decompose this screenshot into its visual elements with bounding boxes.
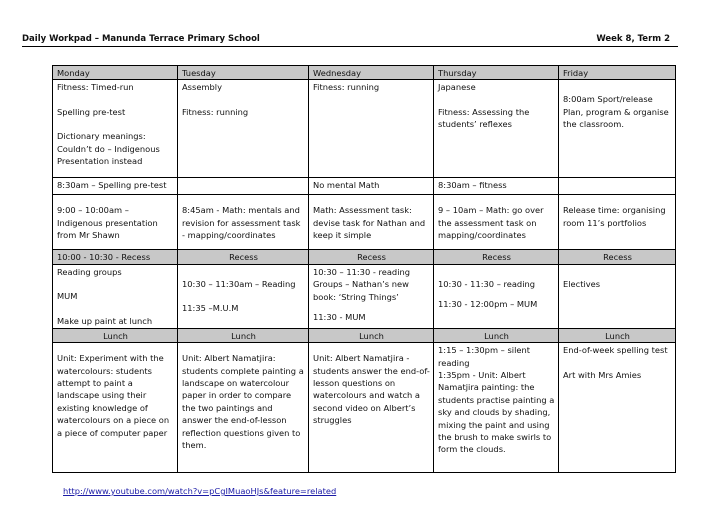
recess-cell-friday: Recess bbox=[559, 250, 676, 264]
lunch-cell-monday: Lunch bbox=[53, 328, 178, 342]
recess-cell-wednesday: Recess bbox=[309, 250, 434, 264]
morning-cell-thursday bbox=[434, 80, 559, 178]
morning-cell-monday bbox=[53, 80, 178, 178]
early-cell-monday: 8:30am – Spelling pre-test bbox=[53, 178, 178, 195]
entry: Unit: Albert Namatjira: students complete painting a landscape on watercolour paper in order to compare the two paintings and answer the end-of-lesson reflection questions given to them. bbox=[182, 353, 304, 451]
entry: Unit: Experiment with the watercolours: students attempt to paint a landscape using their existing knowledge of watercolours on a piece on a piece of computer paper bbox=[57, 353, 170, 438]
afternoon-cell-tuesday bbox=[178, 343, 309, 473]
math-cell-wednesday bbox=[309, 195, 434, 250]
entry: 10:30 – 11:30 - reading Groups – Nathan’s new book: ‘String Things’ bbox=[313, 266, 411, 302]
entry: 11:30 - MUM bbox=[313, 312, 366, 323]
week-term-label: Week 8, Term 2 bbox=[596, 34, 670, 44]
entry: 11:30 - 12:00pm – MUM bbox=[438, 299, 538, 310]
entry: 11:35 –M.U.M bbox=[182, 303, 239, 314]
early-cell-wednesday: No mental Math bbox=[309, 178, 434, 195]
early-cell-friday bbox=[559, 178, 676, 195]
lunch-row bbox=[53, 328, 676, 342]
entry: 8:45am - Math: mentals and revision for assessment task - mapping/coordinates bbox=[182, 205, 301, 241]
entry: Unit: Albert Namatjira - students answer the end-of-lesson questions on watercolours and watch a second video on Albert’s struggles bbox=[313, 353, 430, 426]
math-cell-thursday bbox=[434, 195, 559, 250]
entry: 9 – 10am – Math: go over the assessment task on mapping/coordinates bbox=[438, 205, 544, 241]
entry: Art with Mrs Amies bbox=[563, 369, 642, 380]
midday-row bbox=[53, 264, 676, 328]
recess-cell-thursday: Recess bbox=[434, 250, 559, 264]
lunch-cell-tuesday: Lunch bbox=[178, 328, 309, 342]
entry: Math: Assessment task: devise task for Nathan and keep it simple bbox=[313, 205, 426, 241]
weekly-plan-table bbox=[52, 65, 676, 473]
entry: 8:00am Sport/release Plan, program & organise the classroom. bbox=[563, 94, 669, 130]
afternoon-row bbox=[53, 343, 676, 473]
entry: Release time: organising room 11’s portfolios bbox=[563, 205, 666, 228]
entry: 1:35pm - Unit: Albert Namatjira painting: the students practise painting a sky and clouds by shading, mixing the paint and using the brush to make swirls to form the clouds. bbox=[438, 370, 555, 455]
midday-cell-wednesday bbox=[309, 264, 434, 328]
entry: MUM bbox=[57, 291, 78, 302]
day-header-wednesday: Wednesday bbox=[309, 66, 434, 80]
morning-row bbox=[53, 80, 676, 178]
afternoon-cell-thursday bbox=[434, 343, 559, 473]
morning-cell-friday bbox=[559, 80, 676, 178]
entry: 10:30 – 11:30am – Reading bbox=[182, 278, 296, 289]
recess-row bbox=[53, 250, 676, 264]
early-cell-thursday: 8:30am – fitness bbox=[434, 178, 559, 195]
math-cell-monday bbox=[53, 195, 178, 250]
lunch-cell-wednesday: Lunch bbox=[309, 328, 434, 342]
math-cell-tuesday bbox=[178, 195, 309, 250]
lunch-cell-thursday: Lunch bbox=[434, 328, 559, 342]
document-header bbox=[22, 34, 678, 47]
recess-cell-tuesday: Recess bbox=[178, 250, 309, 264]
entry: Reading groups bbox=[57, 266, 122, 277]
math-row bbox=[53, 195, 676, 250]
morning-cell-tuesday bbox=[178, 80, 309, 178]
early-cell-tuesday bbox=[178, 178, 309, 195]
day-header-tuesday: Tuesday bbox=[178, 66, 309, 80]
midday-cell-tuesday bbox=[178, 264, 309, 328]
day-header-thursday: Thursday bbox=[434, 66, 559, 80]
entry: Fitness: Assessing the students’ reflexes bbox=[438, 106, 530, 130]
entry: Fitness: running bbox=[182, 106, 249, 117]
morning-cell-wednesday bbox=[309, 80, 434, 178]
afternoon-cell-monday bbox=[53, 343, 178, 473]
entry: Electives bbox=[563, 278, 601, 289]
entry: 1:15 – 1:30pm – silent reading bbox=[438, 345, 531, 368]
day-header-monday: Monday bbox=[53, 66, 178, 80]
midday-cell-monday bbox=[53, 264, 178, 328]
document-title: Daily Workpad – Manunda Terrace Primary School bbox=[22, 34, 260, 44]
youtube-video-link[interactable]: http://www.youtube.com/watch?v=pCgIMuaoHJs&feature=related bbox=[63, 486, 337, 496]
math-cell-friday bbox=[559, 195, 676, 250]
entry: Assembly bbox=[182, 82, 222, 93]
entry: Spelling pre-test bbox=[57, 106, 126, 117]
entry: Fitness: Timed-run bbox=[57, 82, 134, 93]
day-header-friday: Friday bbox=[559, 66, 676, 80]
entry: Make up paint at lunch bbox=[57, 315, 153, 326]
entry: Dictionary meanings: Couldn’t do – Indigenous Presentation instead bbox=[57, 131, 160, 167]
entry: Fitness: running bbox=[313, 82, 380, 93]
entry: 9:00 – 10:00am – Indigenous presentation from Mr Shawn bbox=[57, 205, 158, 241]
lunch-cell-friday: Lunch bbox=[559, 328, 676, 342]
entry: Japanese bbox=[438, 82, 476, 93]
afternoon-cell-wednesday bbox=[309, 343, 434, 473]
recess-cell-monday: 10:00 - 10:30 - Recess bbox=[53, 250, 178, 264]
afternoon-cell-friday bbox=[559, 343, 676, 473]
midday-cell-friday bbox=[559, 264, 676, 328]
day-header-row bbox=[53, 66, 676, 80]
entry: End-of-week spelling test bbox=[563, 345, 668, 356]
early-row bbox=[53, 178, 676, 195]
entry: 10:30 - 11:30 – reading bbox=[438, 278, 536, 289]
midday-cell-thursday bbox=[434, 264, 559, 328]
